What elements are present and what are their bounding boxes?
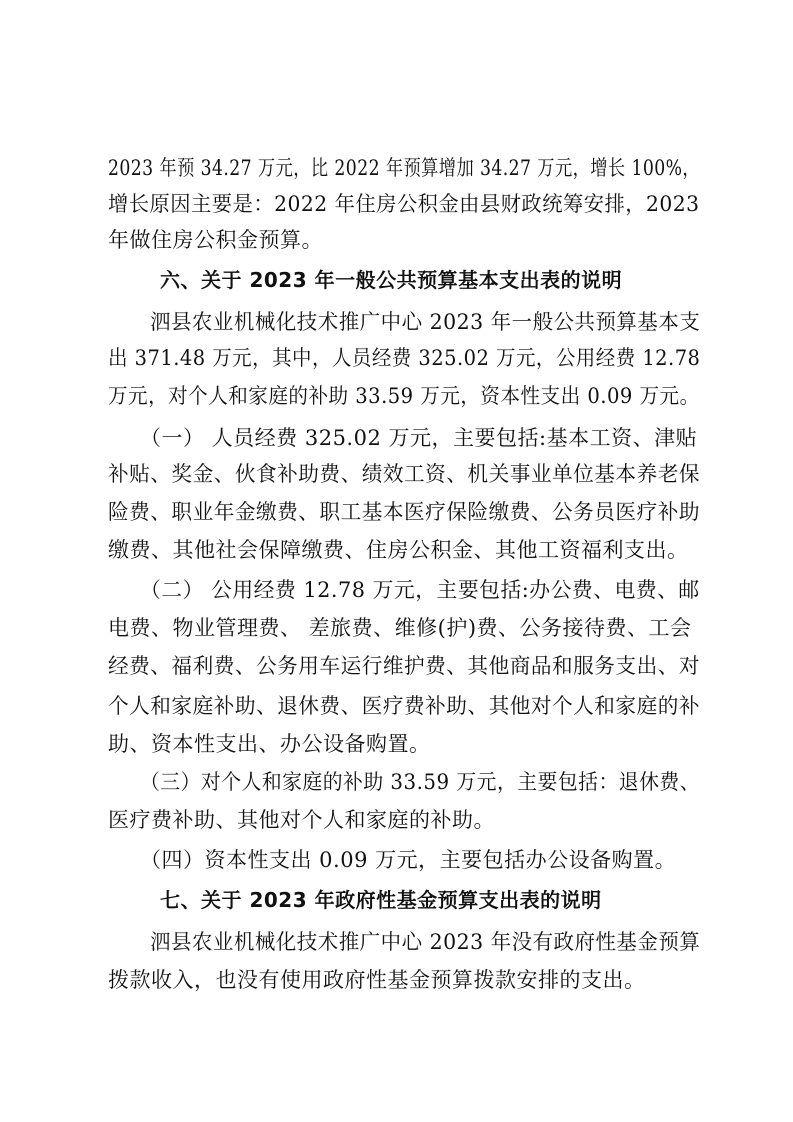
list-item-line: 电费、物业管理费、 差旅费、维修(护)费、公务接待费、工会: [108, 616, 692, 640]
list-item-line: （二） 公用经费 12.78 万元，主要包括:办公费、电费、邮: [140, 578, 700, 602]
paragraph-line: 万元，对个人和家庭的补助 33.59 万元，资本性支出 0.09 万元。: [108, 384, 700, 408]
section-heading-7: 七、关于 2023 年政府性基金预算支出表的说明: [160, 888, 602, 912]
paragraph-line: 泗县农业机械化技术推广中心 2023 年没有政府性基金预算: [150, 930, 701, 954]
list-item-line: 经费、福利费、公务用车运行维护费、其他商品和服务支出、对: [108, 654, 701, 678]
paragraph-line: 出 371.48 万元，其中，人员经费 325.02 万元，公用经费 12.78: [108, 346, 701, 370]
paragraph-line: 泗县农业机械化技术推广中心 2023 年一般公共预算基本支: [150, 310, 701, 334]
paragraph-line: 年做住房公积金预算。: [108, 228, 323, 252]
list-item-line: （三）对个人和家庭的补助 33.59 万元，主要包括：退休费、: [140, 770, 700, 794]
section-heading-6: 六、关于 2023 年一般公共预算基本支出表的说明: [160, 268, 623, 292]
paragraph-line: 2023 年预 34.27 万元，比 2022 年预算增加 34.27 万元，增长 100%，: [108, 156, 701, 180]
list-item-line: 补贴、奖金、伙食补助费、绩效工资、机关事业单位基本养老保: [108, 462, 701, 486]
paragraph-line: 增长原因主要是：2022 年住房公积金由县财政统筹安排，2023: [108, 192, 700, 216]
paragraph-line: 拨款收入，也没有使用政府性基金预算拨款安排的支出。: [108, 968, 646, 992]
list-item-line: 医疗费补助、其他对个人和家庭的补助。: [108, 808, 495, 832]
list-item-line: 缴费、其他社会保障缴费、住房公积金、其他工资福利支出。: [108, 538, 689, 562]
list-item-line: （一） 人员经费 325.02 万元，主要包括:基本工资、津贴: [140, 426, 698, 450]
list-item-line: 助、资本性支出、办公设备购置。: [108, 732, 431, 756]
list-item-line: 险费、职业年金缴费、职工基本医疗保险缴费、公务员医疗补助: [108, 500, 701, 524]
list-item-line: 个人和家庭补助、退休费、医疗费补助、其他对个人和家庭的补: [108, 694, 701, 718]
list-item-line: （四）资本性支出 0.09 万元，主要包括办公设备购置。: [140, 848, 677, 872]
